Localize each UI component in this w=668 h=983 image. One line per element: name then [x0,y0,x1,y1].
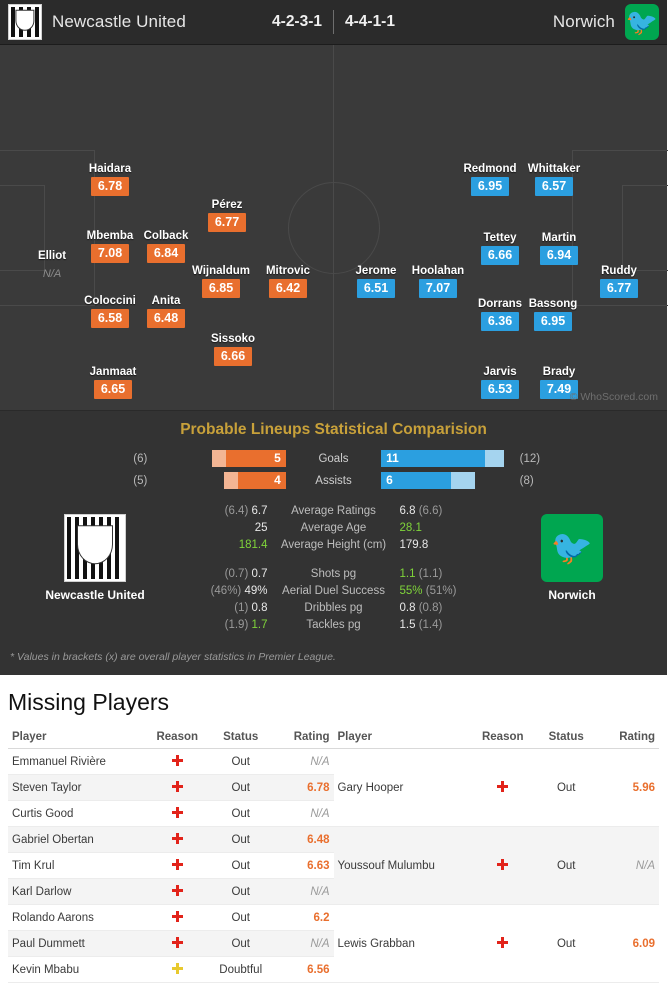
home-stat-value: 181.4 [238,538,268,551]
away-bar: 11 [381,450,514,467]
player-name: Ruddy [601,265,637,277]
lineup-comparison [0,410,667,675]
col-rating: Rating [272,726,334,749]
rating-cell: 6.63 [272,853,334,879]
player-rating: 6.58 [91,309,129,328]
player-sissoko[interactable] [195,333,271,366]
stat-row [184,502,484,519]
stat-label: Assists [315,474,352,487]
home-bracket-value: (6) [133,452,148,465]
table-row[interactable] [334,749,660,827]
comparison-title: Probable Lineups Statistical Comparision [180,421,487,438]
missing-players-tables [8,726,659,983]
status-cell: Out [210,853,272,879]
away-stat-value: 55% (51%) [399,584,457,597]
status-cell: Out [210,801,272,827]
injury-icon [172,833,183,844]
player-name: Brady [542,366,576,378]
player-name: Bassong [528,298,578,310]
player-name: Redmond [463,163,517,175]
player-name-cell: Gabriel Obertan [8,827,145,853]
player-prez[interactable] [189,199,265,232]
status-cell: Out [535,749,597,827]
injury-icon [172,885,183,896]
player-name: Wijnaldum [191,265,251,277]
player-martin[interactable] [521,232,597,265]
stat-name: Tackles pg [306,618,361,631]
doubtful-icon [172,963,183,974]
player-name: Martin [541,232,577,244]
home-stat-value: (1) 0.8 [234,601,268,614]
player-rating: 6.66 [214,347,252,366]
player-rating: 7.08 [91,244,129,263]
newcastle-crest-large-icon [64,514,126,582]
away-team-name: Norwich [552,12,615,31]
comparison-bars [124,449,544,490]
player-name: Colback [143,230,189,242]
player-name: Dorrans [477,298,523,310]
status-cell: Out [210,931,272,957]
centre-circle [288,182,380,274]
player-rating: 6.36 [481,312,519,331]
table-row[interactable] [8,853,334,879]
stat-name: Average Height (cm) [280,538,387,551]
player-name: Tettey [483,232,517,244]
home-stat-value: (1.9) 1.7 [224,618,268,631]
home-formation: 4-2-3-1 [272,13,322,30]
injury-icon [497,937,508,948]
away-stat-value: 0.8 (0.8) [399,601,443,614]
player-name-cell: Karl Darlow [8,879,145,905]
stat-row [184,582,484,599]
injury-icon [172,807,183,818]
player-name-cell: Lewis Grabban [334,905,471,983]
away-team-caption: Norwich [548,588,596,602]
comparison-body [0,502,667,645]
table-row[interactable] [334,827,660,905]
player-rating: 6.94 [540,246,578,265]
player-rating: 6.66 [481,246,519,265]
rating-cell: N/A [272,749,334,775]
player-janmaat[interactable] [75,366,151,399]
missing-players-title: Missing Players [8,689,170,715]
table-row[interactable] [8,801,334,827]
away-team-block[interactable] [412,4,667,40]
player-hoolahan[interactable] [400,265,476,298]
player-rating: 6.95 [534,312,572,331]
table-row[interactable] [8,827,334,853]
player-name: Pérez [211,199,243,211]
col-reason: Reason [470,726,535,749]
home-stat-value: 25 [254,521,268,534]
player-name: Coloccini [84,295,136,307]
player-name: Sissoko [210,333,256,345]
injury-icon [497,781,508,792]
away-formation: 4-4-1-1 [345,13,395,30]
injury-icon [172,755,183,766]
player-name: Mbemba [86,230,134,242]
rating-cell: 6.48 [272,827,334,853]
status-cell: Out [210,749,272,775]
status-cell: Out [535,905,597,983]
status-cell: Out [210,905,272,931]
formations [255,10,412,34]
player-anita[interactable] [128,295,204,328]
comparison-bar-row [124,471,544,490]
col-status: Status [210,726,272,749]
player-rating: 7.49 [540,380,578,399]
status-cell: Out [210,879,272,905]
player-name-cell: Youssouf Mulumbu [334,827,471,905]
away-stat-value: 6.8 (6.6) [399,504,443,517]
player-rating: 6.95 [471,177,509,196]
stat-name: Shots pg [310,567,357,580]
rating-cell: N/A [272,879,334,905]
home-crest-column [13,502,178,602]
player-rating: 6.84 [147,244,185,263]
status-cell: Out [210,827,272,853]
rating-cell: 6.78 [272,775,334,801]
rating-cell: 6.09 [597,905,659,983]
stat-row [184,536,484,553]
status-cell: Out [210,775,272,801]
rating-cell: 6.2 [272,905,334,931]
table-row[interactable] [8,879,334,905]
formation-divider [333,10,334,34]
player-rating: 6.78 [91,177,129,196]
rating-cell: 5.96 [597,749,659,827]
stat-row [184,616,484,633]
player-name: Janmaat [89,366,137,378]
player-name: Mitrovic [265,265,311,277]
table-row[interactable] [8,905,334,931]
player-name-cell: Tim Krul [8,853,145,879]
player-rating: 6.57 [535,177,573,196]
away-stat-value: 1.5 (1.4) [399,618,443,631]
table-row[interactable] [8,775,334,801]
player-rating: 6.77 [208,213,246,232]
col-reason: Reason [145,726,210,749]
stat-row [184,599,484,616]
rating-cell: N/A [597,827,659,905]
home-stat-value: (46%) 49% [210,584,268,597]
player-name-cell: Steven Taylor [8,775,145,801]
home-bar: 4 [152,472,285,489]
player-name-cell: Rolando Aarons [8,905,145,931]
away-bracket-value: (8) [519,474,534,487]
table-row[interactable] [8,957,334,983]
stats-group [184,502,484,553]
home-bracket-value: (5) [133,474,148,487]
home-team-caption: Newcastle United [45,588,145,602]
player-haidara[interactable] [72,163,148,196]
col-status: Status [535,726,597,749]
injury-icon [497,859,508,870]
stat-name: Average Ratings [291,504,376,517]
player-rating: N/A [42,268,62,280]
player-name-cell: Emmanuel Rivière [8,749,145,775]
player-rating: 6.42 [269,279,307,298]
player-wijnaldum[interactable] [183,265,259,298]
player-rating: 6.51 [357,279,395,298]
table-row[interactable] [8,749,334,775]
stat-name: Dribbles pg [304,601,363,614]
stat-name: Aerial Duel Success [282,584,385,597]
away-stat-value: 179.8 [399,538,429,551]
comparison-footnote: * Values in brackets (x) are overall player statistics in Premier League. [0,645,667,667]
table-row[interactable] [334,905,660,983]
home-stat-value: (6.4) 6.7 [224,504,268,517]
pitch-lineups [0,45,667,410]
status-cell: Out [535,827,597,905]
player-name-cell: Kevin Mbabu [8,957,145,983]
home-missing-table [8,726,334,983]
norwich-crest-icon: 🐦 [625,4,659,40]
player-name: Elliot [37,250,67,262]
rating-cell: N/A [272,931,334,957]
watermark: © WhoScored.com [569,391,658,403]
away-crest-column [490,502,655,602]
player-name: Hoolahan [411,265,465,277]
injury-icon [172,859,183,870]
injury-icon [172,937,183,948]
col-rating: Rating [597,726,659,749]
player-name-cell: Gary Hooper [334,749,471,827]
injury-icon [172,781,183,792]
comparison-bar-row [124,449,544,468]
table-row[interactable] [8,931,334,957]
injury-icon [172,911,183,922]
player-bassong[interactable] [515,298,591,331]
rating-cell: N/A [272,801,334,827]
comparison-stats-table [184,502,484,645]
stat-label: Goals [318,452,349,465]
newcastle-crest-icon [8,4,42,40]
player-name-cell: Curtis Good [8,801,145,827]
away-stat-value: 1.1 (1.1) [399,567,443,580]
away-stat-value: 28.1 [399,521,422,534]
player-rating: 6.48 [147,309,185,328]
player-ruddy[interactable] [581,265,657,298]
player-name-cell: Paul Dummett [8,931,145,957]
match-header [0,0,667,45]
home-bar: 5 [152,450,285,467]
player-mitrovic[interactable] [250,265,326,298]
player-rating: 6.85 [202,279,240,298]
away-bar: 6 [381,472,514,489]
player-rating: 7.07 [419,279,457,298]
away-bracket-value: (12) [519,452,541,465]
stat-row [184,565,484,582]
player-name: Haidara [88,163,132,175]
col-player: Player [8,726,145,749]
player-whittaker[interactable] [516,163,592,196]
rating-cell: 6.56 [272,957,334,983]
player-name: Anita [151,295,181,307]
player-rating: 6.77 [600,279,638,298]
home-stat-value: (0.7) 0.7 [224,567,268,580]
away-missing-table [334,726,660,983]
player-name: Jerome [355,265,397,277]
stats-group [184,565,484,633]
home-team-block[interactable] [0,4,255,40]
stat-row [184,519,484,536]
player-rating: 6.53 [481,380,519,399]
player-colback[interactable] [128,230,204,263]
norwich-crest-large-icon: 🐦 [541,514,603,582]
status-cell: Doubtful [210,957,272,983]
home-team-name: Newcastle United [52,12,186,31]
player-name: Jarvis [483,366,517,378]
player-rating: 6.65 [94,380,132,399]
missing-players-section [0,675,667,983]
stat-name: Average Age [300,521,367,534]
player-name: Whittaker [527,163,581,175]
col-player: Player [334,726,471,749]
